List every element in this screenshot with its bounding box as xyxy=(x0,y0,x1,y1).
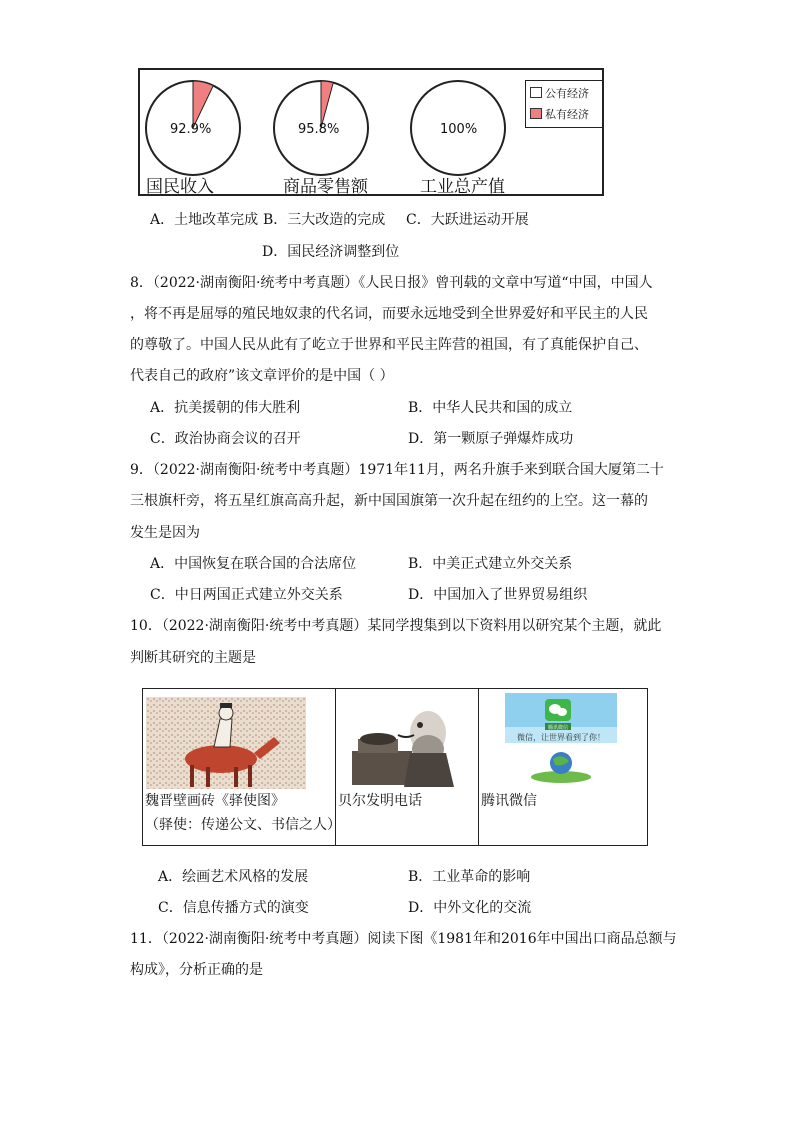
q10-stem-line-2: 判断其研究的主题是 xyxy=(130,650,256,666)
wechat-image xyxy=(479,689,647,789)
q8-stem-line-3: 的尊敬了。中国人民从此有了屹立于世界和平民主阵营的祖国，有了真能保护自己、 xyxy=(130,337,648,353)
pie-label-1: 92.9% xyxy=(170,122,212,137)
q9-option-a: A．中国恢复在联合国的合法席位 xyxy=(150,556,357,572)
mural-caption: 魏晋壁画砖《驿使图》 xyxy=(145,793,285,809)
q9-option-c: C．中日两国正式建立外交关系 xyxy=(150,587,343,603)
wechat-badge-text: 腾讯微信 xyxy=(547,725,569,731)
bell-telephone-picture xyxy=(348,695,458,787)
courier-mural-picture xyxy=(146,697,306,789)
q8-option-c: C．政治协商会议的召开 xyxy=(150,431,301,447)
source-cell-mural xyxy=(143,689,341,846)
q9-option-d: D．中国加入了世界贸易组织 xyxy=(408,587,588,603)
wechat-ad-picture xyxy=(505,693,617,785)
legend-item-private: 私有经济 xyxy=(530,106,589,122)
q10-stem-line-1: 10．（2022·湖南衡阳·统考中考真题）某同学搜集到以下资料用以研究某个主题，就此 xyxy=(130,618,662,634)
q8-option-d: D．第一颗原子弹爆炸成功 xyxy=(408,431,574,447)
pie-caption-2: 商品零售额 xyxy=(283,177,368,197)
q7-option-c: C．大跃进运动开展 xyxy=(406,212,529,228)
mural-note: （驿使：传递公文、书信之人） xyxy=(145,817,341,833)
q10-option-c: C．信息传播方式的演变 xyxy=(158,900,309,916)
q9-stem-line-1: 9．（2022·湖南衡阳·统考中考真题）1971年11月，两名升旗手来到联合国大厦第二十 xyxy=(130,462,664,478)
q8-stem-line-4: 代表自己的政府”该文章评价的是中国（ ） xyxy=(130,368,394,384)
q7-option-a: A．土地改革完成 xyxy=(150,212,259,228)
source-cell-wechat xyxy=(479,689,648,846)
pie-label-3: 100% xyxy=(440,122,478,137)
q11-stem-line-2: 构成》，分析正确的是 xyxy=(130,962,263,978)
bell-image xyxy=(336,689,478,789)
wechat-slogan: 微信，让世界看到了你！ xyxy=(517,733,605,742)
q7-option-b: B．三大改造的完成 xyxy=(263,212,386,228)
q10-option-d: D．中外文化的交流 xyxy=(408,900,532,916)
source-cell-telephone xyxy=(336,689,479,846)
q8-stem-line-1: 8．（2022·湖南衡阳·统考中考真题）《人民日报》曾刊载的文章中写道“中国，中国人 xyxy=(130,275,653,291)
q8-option-a: A．抗美援朝的伟大胜利 xyxy=(150,400,301,416)
q10-option-a: A．绘画艺术风格的发展 xyxy=(158,869,309,885)
q9-stem-line-2: 三根旗杆旁，将五星红旗高高升起，新中国国旗第一次升起在纽约的上空。这一幕的 xyxy=(130,493,648,509)
q10-source-table xyxy=(142,688,648,846)
telephone-caption: 贝尔发明电话 xyxy=(338,793,422,809)
mural-image xyxy=(143,689,335,789)
legend-swatch-private xyxy=(530,108,542,119)
legend-item-public: 公有经济 xyxy=(530,85,589,101)
legend-swatch-public xyxy=(530,87,542,98)
chart-legend xyxy=(525,80,603,128)
wechat-caption: 腾讯微信 xyxy=(481,793,537,809)
q11-stem-line-1: 11．（2022·湖南衡阳·统考中考真题）阅读下图《1981年和2016年中国出口商品总额与 xyxy=(130,931,677,947)
q9-option-b: B．中美正式建立外交关系 xyxy=(408,556,573,572)
q8-option-b: B．中华人民共和国的成立 xyxy=(408,400,573,416)
q9-stem-line-3: 发生是因为 xyxy=(130,525,200,541)
q7-option-d: D．国民经济调整到位 xyxy=(262,244,400,260)
q8-stem-line-2: ，将不再是屈辱的殖民地奴隶的代名词，而要永远地受到全世界爱好和平民主的人民 xyxy=(130,306,648,322)
pie-label-2: 95.8% xyxy=(298,122,340,137)
q10-option-b: B．工业革命的影响 xyxy=(408,869,531,885)
pie-caption-1: 国民收入 xyxy=(146,177,214,197)
pie-caption-3: 工业总产值 xyxy=(420,177,505,197)
